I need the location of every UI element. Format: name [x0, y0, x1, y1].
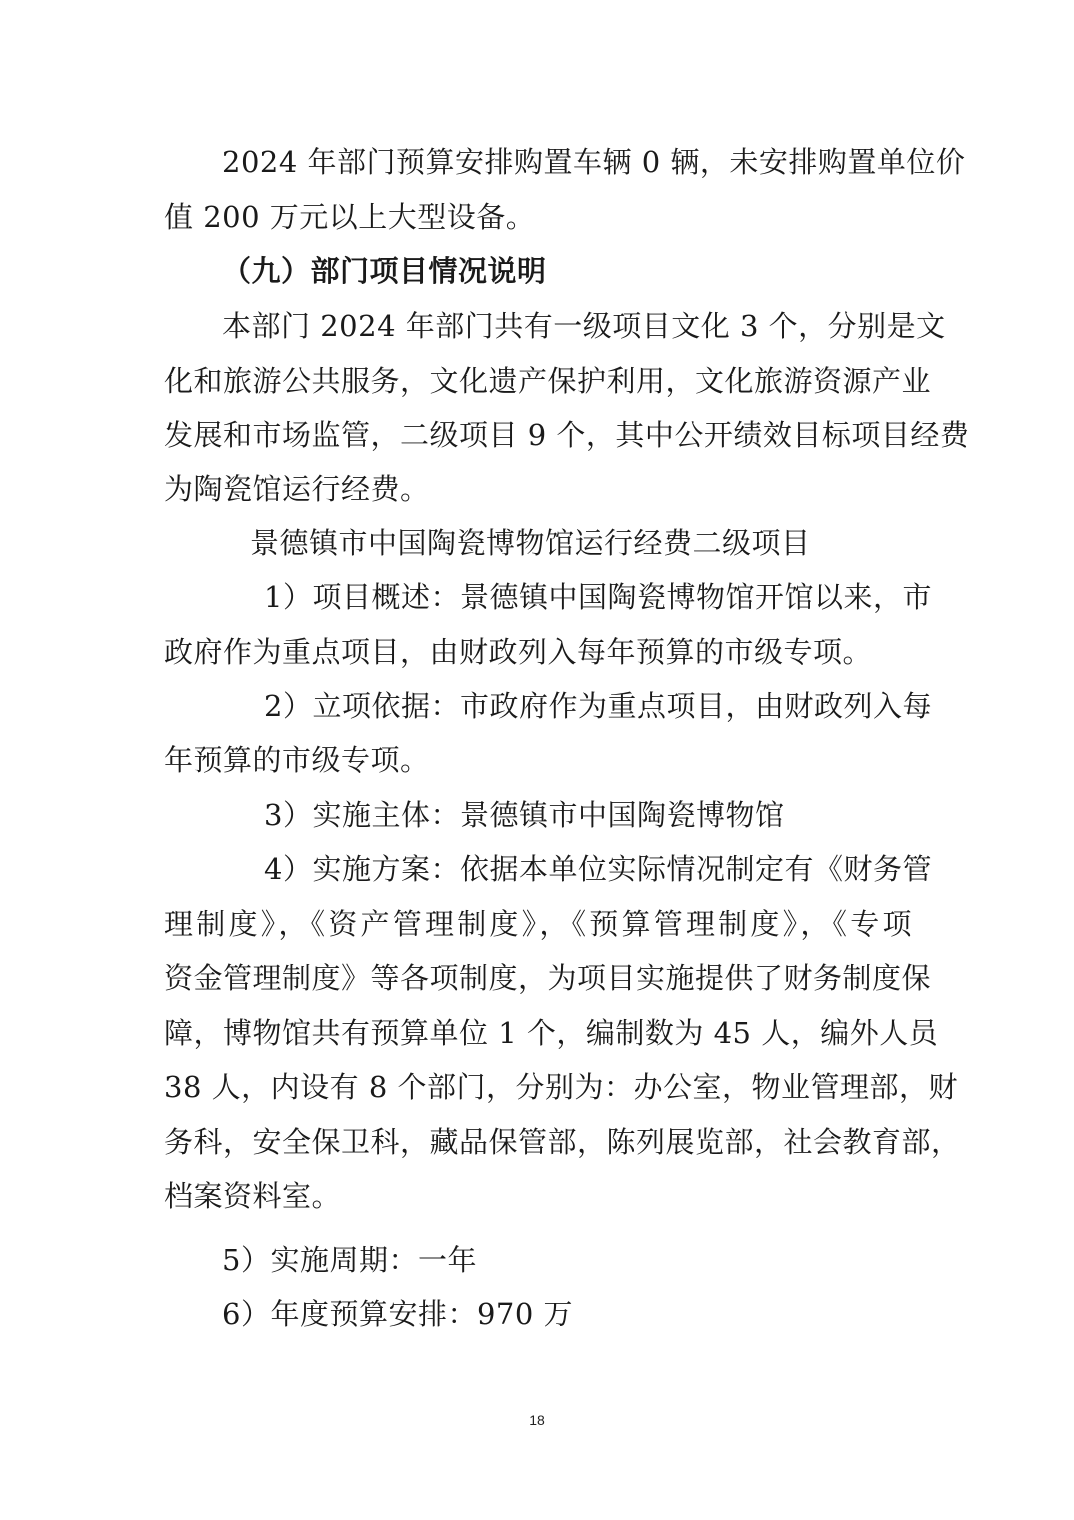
- item-4-line-4: 障，博物馆共有预算单位 1 个，编制数为 45 人，编外人员: [164, 1016, 939, 1050]
- item-2-line-2: 年预算的市级专项。: [164, 743, 430, 777]
- paragraph-projects-line-2: 化和旅游公共服务，文化遗产保护利用，文化旅游资源产业: [164, 364, 932, 398]
- item-1-line-2: 政府作为重点项目，由财政列入每年预算的市级专项。: [164, 635, 873, 669]
- paragraph-projects-line-1: 本部门 2024 年部门共有一级项目文化 3 个，分别是文: [222, 309, 946, 343]
- item-4-line-2: 理制度》，《资产管理制度》，《预算管理制度》，《专项: [164, 907, 912, 941]
- item-4-line-7: 档案资料室。: [164, 1179, 342, 1213]
- paragraph-projects-line-3: 发展和市场监管，二级项目 9 个，其中公开绩效目标项目经费: [164, 418, 970, 452]
- item-4-line-3: 资金管理制度》等各项制度，为项目实施提供了财务制度保: [164, 961, 932, 995]
- paragraph-projects-line-4: 为陶瓷馆运行经费。: [164, 472, 430, 506]
- paragraph-vehicle-line-2: 值 200 万元以上大型设备。: [164, 200, 536, 234]
- item-2-line-1: 2）立项依据：市政府作为重点项目，由财政列入每: [264, 689, 932, 723]
- item-4-line-6: 务科，安全保卫科，藏品保管部，陈列展览部，社会教育部，: [164, 1125, 961, 1159]
- item-6: 6）年度预算安排：970 万: [222, 1297, 574, 1331]
- project-title: 景德镇市中国陶瓷博物馆运行经费二级项目: [250, 526, 811, 560]
- paragraph-vehicle-line-1: 2024 年部门预算安排购置车辆 0 辆，未安排购置单位价: [222, 145, 966, 179]
- item-3: 3）实施主体：景德镇市中国陶瓷博物馆: [264, 798, 785, 832]
- item-4-line-1: 4）实施方案：依据本单位实际情况制定有《财务管: [264, 852, 932, 886]
- item-4-line-5: 38 人，内设有 8 个部门，分别为：办公室，物业管理部，财: [164, 1070, 959, 1104]
- section-heading: （九）部门项目情况说明: [222, 254, 547, 288]
- item-1-line-1: 1）项目概述：景德镇中国陶瓷博物馆开馆以来，市: [264, 580, 932, 614]
- page-number: 18: [529, 1412, 545, 1428]
- item-5: 5）实施周期：一年: [222, 1243, 477, 1277]
